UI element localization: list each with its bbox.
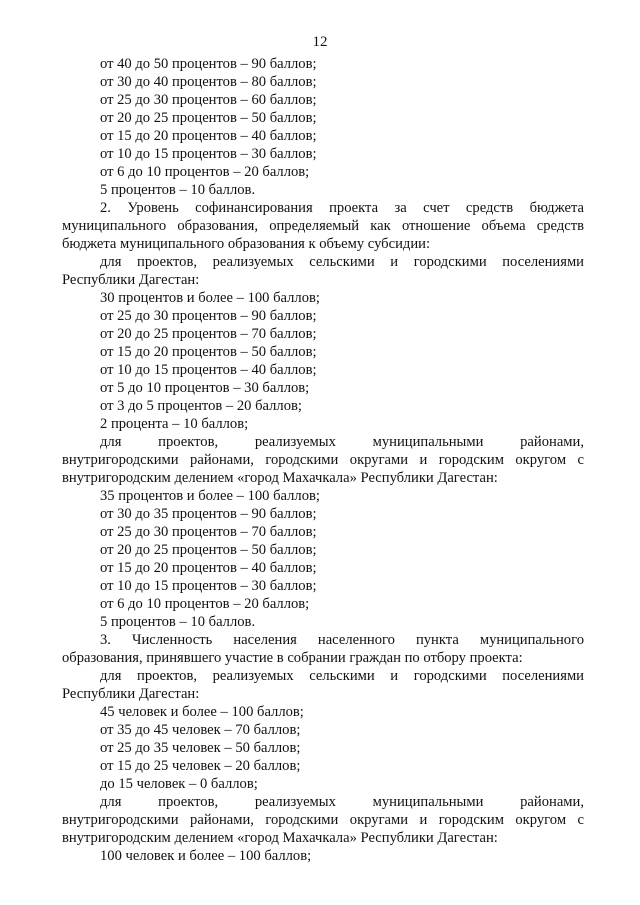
text-line: внутригородским делением «город Махачкала» Республики Дагестан: [62, 830, 498, 846]
text-line: от 30 до 35 процентов – 90 баллов; [100, 506, 317, 522]
text-line: 5 процентов – 10 баллов. [100, 614, 256, 630]
text-line: от 10 до 15 процентов – 30 баллов; [100, 578, 317, 594]
text-line: до 15 человек – 0 баллов; [100, 776, 258, 792]
text-line: от 10 до 15 процентов – 40 баллов; [100, 362, 317, 378]
text-line: от 25 до 30 процентов – 90 баллов; [100, 308, 317, 324]
text-line: от 25 до 35 человек – 50 баллов; [100, 740, 301, 756]
text-line: для проектов, реализуемых сельскими и городскими поселениями [100, 254, 584, 270]
text-line: от 20 до 25 процентов – 70 баллов; [100, 326, 317, 342]
text-line: Республики Дагестан: [62, 686, 200, 702]
text-line: от 30 до 40 процентов – 80 баллов; [100, 74, 317, 90]
text-line: 2 процента – 10 баллов; [100, 416, 249, 432]
text-line: 5 процентов – 10 баллов. [100, 182, 256, 198]
text-line: 45 человек и более – 100 баллов; [100, 704, 304, 720]
text-line: 3. Численность населения населенного пункта муниципального [100, 632, 584, 648]
text-line: от 15 до 20 процентов – 40 баллов; [100, 560, 317, 576]
text-line: 100 человек и более – 100 баллов; [100, 848, 312, 864]
text-line: от 35 до 45 человек – 70 баллов; [100, 722, 301, 738]
text-line: муниципального образования, определяемый как отношение объема средств [62, 218, 584, 234]
text-line: для проектов, реализуемых муниципальными районами, [100, 434, 584, 450]
text-line: внутригородскими районами, городскими округами и городским округом с [62, 452, 584, 468]
text-line: 30 процентов и более – 100 баллов; [100, 290, 320, 306]
text-line: от 40 до 50 процентов – 90 баллов; [100, 56, 317, 72]
text-line: от 15 до 20 процентов – 50 баллов; [100, 344, 317, 360]
text-line: бюджета муниципального образования к объему субсидии: [62, 236, 430, 252]
text-line: для проектов, реализуемых сельскими и городскими поселениями [100, 668, 584, 684]
document-body [62, 55, 584, 865]
text-line: 2. Уровень софинансирования проекта за счет средств бюджета [100, 200, 584, 216]
text-line: от 6 до 10 процентов – 20 баллов; [100, 596, 310, 612]
text-line: образования, принявшего участие в собрании граждан по отбору проекта: [62, 650, 523, 666]
text-line: от 5 до 10 процентов – 30 баллов; [100, 380, 310, 396]
text-line: Республики Дагестан: [62, 272, 200, 288]
page-number: 12 [312, 34, 328, 50]
text-line: от 20 до 25 процентов – 50 баллов; [100, 110, 317, 126]
text-line: от 10 до 15 процентов – 30 баллов; [100, 146, 317, 162]
text-line: от 25 до 30 процентов – 70 баллов; [100, 524, 317, 540]
text-line: для проектов, реализуемых муниципальными районами, [100, 794, 584, 810]
text-line: от 25 до 30 процентов – 60 баллов; [100, 92, 317, 108]
text-line: от 15 до 25 человек – 20 баллов; [100, 758, 301, 774]
text-line: от 20 до 25 процентов – 50 баллов; [100, 542, 317, 558]
text-line: внутригородским делением «город Махачкала» Республики Дагестан: [62, 470, 498, 486]
text-line: от 3 до 5 процентов – 20 баллов; [100, 398, 302, 414]
text-line: от 6 до 10 процентов – 20 баллов; [100, 164, 310, 180]
text-line: внутригородскими районами, городскими округами и городским округом с [62, 812, 584, 828]
text-line: от 15 до 20 процентов – 40 баллов; [100, 128, 317, 144]
text-line: 35 процентов и более – 100 баллов; [100, 488, 320, 504]
